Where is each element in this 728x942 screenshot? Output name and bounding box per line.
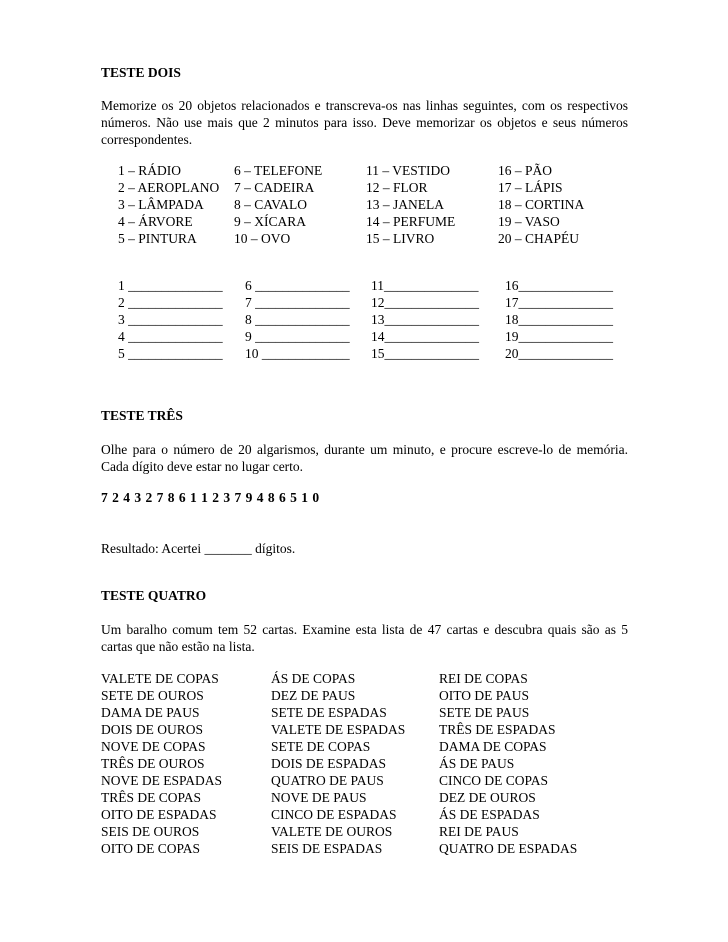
card-item: VALETE DE OUROS (271, 824, 393, 839)
test-three-title: TESTE TRÊS (101, 408, 183, 423)
object-item: 14 – PERFUME (366, 214, 456, 229)
card-item: SETE DE OUROS (101, 688, 204, 703)
answer-lines (101, 277, 630, 362)
card-item: TRÊS DE ESPADAS (439, 722, 556, 737)
objects-row (101, 213, 628, 230)
object-item: 12 – FLOR (366, 180, 428, 195)
cards-row (101, 687, 628, 704)
card-item: QUATRO DE ESPADAS (439, 841, 578, 856)
answer-line[interactable]: 4 ______________ (118, 329, 223, 344)
objects-row (101, 162, 628, 179)
card-item: NOVE DE ESPADAS (101, 773, 223, 788)
card-item: DOIS DE OUROS (101, 722, 204, 737)
answer-row (101, 294, 630, 311)
objects-row (101, 230, 628, 247)
object-item: 11 – VESTIDO (366, 163, 450, 178)
digit-sequence: 7 2 4 3 2 7 8 6 1 1 2 3 7 9 4 8 6 5 1 0 (101, 490, 320, 505)
answer-line[interactable]: 20______________ (505, 346, 613, 361)
cards-row (101, 840, 628, 857)
object-item: 5 – PINTURA (118, 231, 197, 246)
test-three-instructions: Olhe para o número de 20 algarismos, durante um minuto, e procure escreve-lo de memória. Cada dígito deve estar no lugar certo. (101, 442, 628, 474)
answer-line[interactable]: 12______________ (371, 295, 479, 310)
answer-row (101, 277, 630, 294)
card-item: OITO DE PAUS (439, 688, 530, 703)
test-four-instructions: Um baralho comum tem 52 cartas. Examine esta lista de 47 cartas e descubra quais são as 5 cartas que não estão na lista. (101, 622, 628, 654)
test-two-instructions: Memorize os 20 objetos relacionados e transcreva-os nas linhas seguintes, com os respectivos números. Não use mais que 2 minutos para isso. Deve memorizar os objetos e seus números correspondentes. (101, 98, 628, 147)
answer-line[interactable]: 16______________ (505, 278, 613, 293)
card-item: DEZ DE PAUS (271, 688, 356, 703)
card-item: OITO DE COPAS (101, 841, 201, 856)
cards-row (101, 823, 628, 840)
test-four-title: TESTE QUATRO (101, 588, 207, 603)
object-item: 20 – CHAPÉU (498, 231, 580, 246)
card-item: SEIS DE ESPADAS (271, 841, 383, 856)
card-item: ÁS DE ESPADAS (439, 807, 540, 822)
cards-row (101, 704, 628, 721)
object-item: 7 – CADEIRA (234, 180, 315, 195)
test-two-title: TESTE DOIS (101, 65, 181, 80)
object-item: 8 – CAVALO (234, 197, 308, 212)
card-item: ÁS DE COPAS (271, 671, 356, 686)
test-three-result[interactable]: Resultado: Acertei _______ dígitos. (101, 541, 296, 556)
object-item: 16 – PÃO (498, 163, 553, 178)
answer-line[interactable]: 10 _____________ (245, 346, 350, 361)
card-item: SEIS DE OUROS (101, 824, 200, 839)
card-item: NOVE DE PAUS (271, 790, 367, 805)
object-item: 19 – VASO (498, 214, 560, 229)
card-item: CINCO DE COPAS (439, 773, 549, 788)
answer-line[interactable]: 5 ______________ (118, 346, 223, 361)
card-item: DEZ DE OUROS (439, 790, 536, 805)
object-item: 17 – LÁPIS (498, 180, 563, 195)
objects-row (101, 179, 628, 196)
answer-line[interactable]: 18______________ (505, 312, 613, 327)
answer-line[interactable]: 11______________ (371, 278, 479, 293)
object-item: 13 – JANELA (366, 197, 444, 212)
object-item: 18 – CORTINA (498, 197, 585, 212)
answer-line[interactable]: 17______________ (505, 295, 613, 310)
object-item: 1 – RÁDIO (118, 163, 181, 178)
card-item: REI DE PAUS (439, 824, 519, 839)
answer-line[interactable]: 3 ______________ (118, 312, 223, 327)
card-item: CINCO DE ESPADAS (271, 807, 397, 822)
answer-line[interactable]: 9 ______________ (245, 329, 350, 344)
card-item: DAMA DE PAUS (101, 705, 200, 720)
card-item: REI DE COPAS (439, 671, 528, 686)
card-item: NOVE DE COPAS (101, 739, 206, 754)
card-item: OITO DE ESPADAS (101, 807, 217, 822)
object-item: 4 – ÁRVORE (118, 214, 193, 229)
answer-row (101, 345, 630, 362)
object-item: 3 – LÂMPADA (118, 197, 204, 212)
card-item: SETE DE ESPADAS (271, 705, 387, 720)
answer-line[interactable]: 1 ______________ (118, 278, 223, 293)
cards-row (101, 755, 628, 772)
answer-line[interactable]: 2 ______________ (118, 295, 223, 310)
card-item: VALETE DE COPAS (101, 671, 219, 686)
object-item: 6 – TELEFONE (234, 163, 323, 178)
answer-line[interactable]: 6 ______________ (245, 278, 350, 293)
card-item: TRÊS DE OUROS (101, 756, 205, 771)
object-item: 10 – OVO (234, 231, 291, 246)
object-item: 2 – AEROPLANO (118, 180, 220, 195)
card-item: DOIS DE ESPADAS (271, 756, 387, 771)
answer-row (101, 311, 630, 328)
answer-row (101, 328, 630, 345)
answer-line[interactable]: 14______________ (371, 329, 479, 344)
card-item: SETE DE COPAS (271, 739, 371, 754)
card-item: SETE DE PAUS (439, 705, 530, 720)
cards-row (101, 789, 628, 806)
cards-row (101, 806, 628, 823)
object-item: 15 – LIVRO (366, 231, 435, 246)
object-item: 9 – XÍCARA (234, 214, 307, 229)
card-item: ÁS DE PAUS (439, 756, 515, 771)
answer-line[interactable]: 19______________ (505, 329, 613, 344)
answer-line[interactable]: 15______________ (371, 346, 479, 361)
answer-line[interactable]: 13______________ (371, 312, 479, 327)
card-item: VALETE DE ESPADAS (271, 722, 406, 737)
cards-row (101, 772, 628, 789)
card-item: QUATRO DE PAUS (271, 773, 384, 788)
cards-row (101, 670, 628, 687)
cards-row (101, 738, 628, 755)
answer-line[interactable]: 8 ______________ (245, 312, 350, 327)
cards-row (101, 721, 628, 738)
objects-row (101, 196, 628, 213)
objects-list (101, 162, 628, 247)
cards-list (101, 670, 628, 857)
answer-line[interactable]: 7 ______________ (245, 295, 350, 310)
card-item: DAMA DE COPAS (439, 739, 547, 754)
card-item: TRÊS DE COPAS (101, 790, 202, 805)
